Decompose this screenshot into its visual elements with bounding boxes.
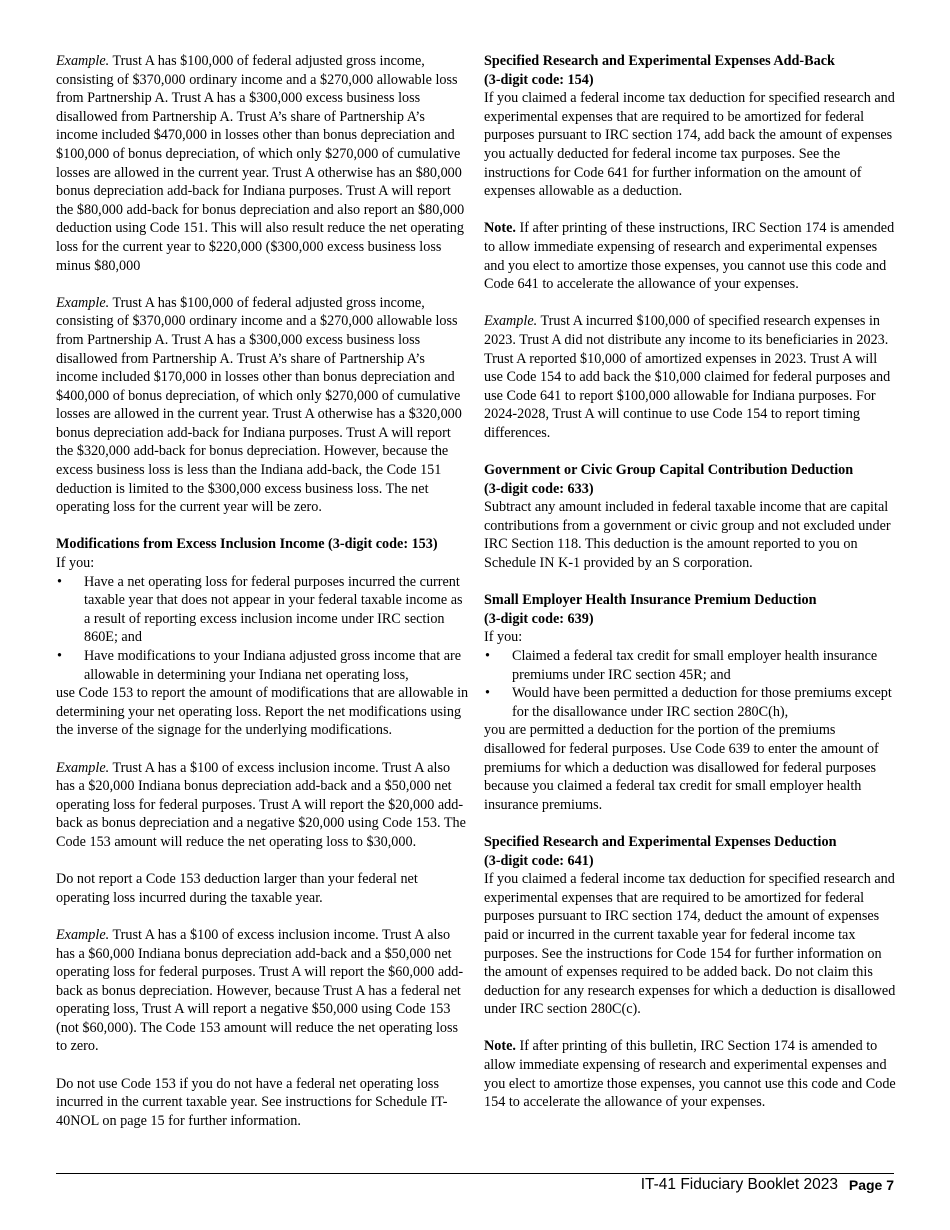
code-154-example: Example. Trust A incurred $100,000 of specified research expenses in 2023. Trust A did not distribute any income to its beneficiaries in 2023. Trust A reported $10,000 of amortized expenses in 2023. Trust A will use Code 154 to add back the $10,000 claimed for federal purposes and use Code 641 to report $100,000 allowable for Indiana purposes. For 2024-2028, Trust A will continue to use Code 154 to report timing differences. (484, 313, 891, 441)
code-641-heading: Specified Research and Experimental Expenses Deduction (3-digit code: 641) (484, 833, 837, 869)
list-item: • Have a net operating loss for federal purposes incurred the current taxable year that does not appear in your federal taxable income as a result of reporting excess inclusion income under IRC section 860E; and (56, 573, 470, 647)
list-item: • Would have been permitted a deduction for those premiums except for the disallowance under IRC section 280C(h), (484, 684, 898, 721)
example-excess-inclusion-2: Example. Trust A has a $100 of excess inclusion income. Trust A also has a $60,000 Indiana bonus depreciation add-back and a $50,000 net operating loss for federal purposes. Trust A will report the $60,000 add-back as bonus depreciation. However, because Trust A has a federal net operating loss, Trust A will report a negative $50,000 using Code 153 (not $60,000). The Code 153 amount will reduce the net operating loss to zero. (56, 926, 464, 1055)
footer-page-number: Page 7 (848, 1177, 894, 1193)
code-153-limit: Do not report a Code 153 deduction larger than your federal net operating loss incurred during the taxable year. (56, 871, 418, 906)
code-633-heading: Government or Civic Group Capital Contribution Deduction (3-digit code: 633) (484, 462, 854, 497)
code-153-heading: Modifications from Excess Inclusion Income (3-digit code: 153) (56, 536, 438, 553)
code-154-text: If you claimed a federal income tax deduction for specified research and experimental expenses that are required to be amortized for federal purposes pursuant to IRC section 174, add back the amount of expenses you actually deducted for federal income tax purposes. See the instructions for Code 641 for further information on the amount of expenses allowable as a deduction. (484, 90, 895, 200)
footer-divider (56, 1173, 894, 1174)
list-item: • Have modifications to your Indiana adjusted gross income that are allowable in determining your Indiana net operating loss, (56, 647, 470, 684)
code-153-final-note: Do not use Code 153 if you do not have a federal net operating loss incurred in the current taxable year. See instructions for Schedule IT-40NOL on page 15 for further information. (56, 1075, 448, 1129)
code-153-instruction: use Code 153 to report the amount of modifications that are allowable in determining your net operating loss. Report the net modifications using the inverse of the signage for the underlying modifications. (56, 685, 469, 739)
code-639-bullet-list (484, 647, 898, 721)
example-bonus-depreciation-1: Example. Trust A has $100,000 of federal adjusted gross income, consisting of $370,000 ordinary income and a $270,000 allowable loss from Partnership A. Trust A has a $300,000 excess business loss disallowed from Partnership A. Trust A’s share of Partnership A’s income included $470,000 in losses other than bonus depreciation and $100,000 of bonus depreciation, of which only $270,000 of cumulative losses are allowed in the current year. Trust A otherwise has an $80,000 bonus depreciation add-back for Indiana purposes. Trust A will report the $80,000 add-back for bonus depreciation and also report an $80,000 deduction using Code 151. This will also result reduce the net operating loss for the current year to $220,000 ($300,000 excess business loss minus $80,000 (56, 53, 465, 274)
list-item: • Claimed a federal tax credit for small employer health insurance premiums under IRC section 45R; and (484, 647, 898, 684)
code-641-note: Note. If after printing of this bulletin, IRC Section 174 is amended to allow immediate expensing of research and experimental expenses and you elect to amortize those expenses, you cannot use this code and Code 154 to accelerate the allowance of your expenses. (484, 1038, 896, 1111)
example-excess-inclusion-1: Example. Trust A has a $100 of excess inclusion income. Trust A also has a $20,000 Indiana bonus depreciation add-back and a $50,000 net operating loss for federal purposes. Trust A will report the $20,000 add-back as bonus depreciation and a negative $20,000 using Code 153. The Code 153 amount will reduce the net operating loss to $30,000. (56, 759, 466, 850)
code-153-intro: If you: (56, 555, 95, 572)
code-633-text: Subtract any amount included in federal taxable income that are capital contributions from a government or civic group and not excluded under IRC Section 118. This deduction is the amount reported to you on Schedule IN K-1 provided by an S corporation. (484, 499, 891, 572)
code-639-intro: If you: (484, 629, 523, 646)
right-column (484, 52, 898, 1112)
example-bonus-depreciation-2: Example. Trust A has $100,000 of federal adjusted gross income, consisting of $370,000 ordinary income and a $270,000 allowable loss from Partnership A. Trust A has a $300,000 excess business loss disallowed from Partnership A. Trust A’s share of Partnership A’s income included $170,000 in losses other than bonus depreciation and $400,000 of bonus depreciation, of which only $270,000 of cumulative losses are allowed in the current year. Trust A otherwise has a $320,000 bonus depreciation add-back for Indiana purposes. Trust A will report the $320,000 add-back for bonus depreciation. However, because the excess business loss is less than the Indiana add-back, the Code 151 deduction is limited to the $300,000 excess business loss. The net operating loss for the current year will be zero. (56, 294, 462, 516)
footer-booklet-title: IT-41 Fiduciary Booklet 2023 (640, 1176, 838, 1193)
code-154-heading: Specified Research and Experimental Expenses Add-Back (3-digit code: 154) (484, 53, 835, 88)
code-153-bullet-list (56, 573, 470, 685)
code-641-text: If you claimed a federal income tax deduction for specified research and experimental expenses that are required to be amortized for federal purposes pursuant to IRC section 174, deduct the amount of expenses paid or incurred in the current taxable year for federal income tax purposes. See the instructions for Code 154 for further information on the amount of expenses required to be added back. Do not claim this deduction for any research expenses for which a deduction is disallowed under IRC section 280C(c). (484, 871, 896, 1018)
code-639-heading: Small Employer Health Insurance Premium Deduction (3-digit code: 639) (484, 592, 817, 627)
left-column (56, 52, 470, 1130)
code-154-note: Note. If after printing of these instructions, IRC Section 174 is amended to allow immediate expensing of research and experimental expenses and you elect to amortize those expenses, you cannot use this code and Code 641 to accelerate the allowance of your expenses. (484, 220, 895, 293)
code-639-text: you are permitted a deduction for the portion of the premiums disallowed for federal purposes. Use Code 639 to enter the amount of premiums for which a deduction was disallowed for federal purposes because you claimed a federal tax credit for small employer health insurance premiums. (484, 722, 879, 813)
